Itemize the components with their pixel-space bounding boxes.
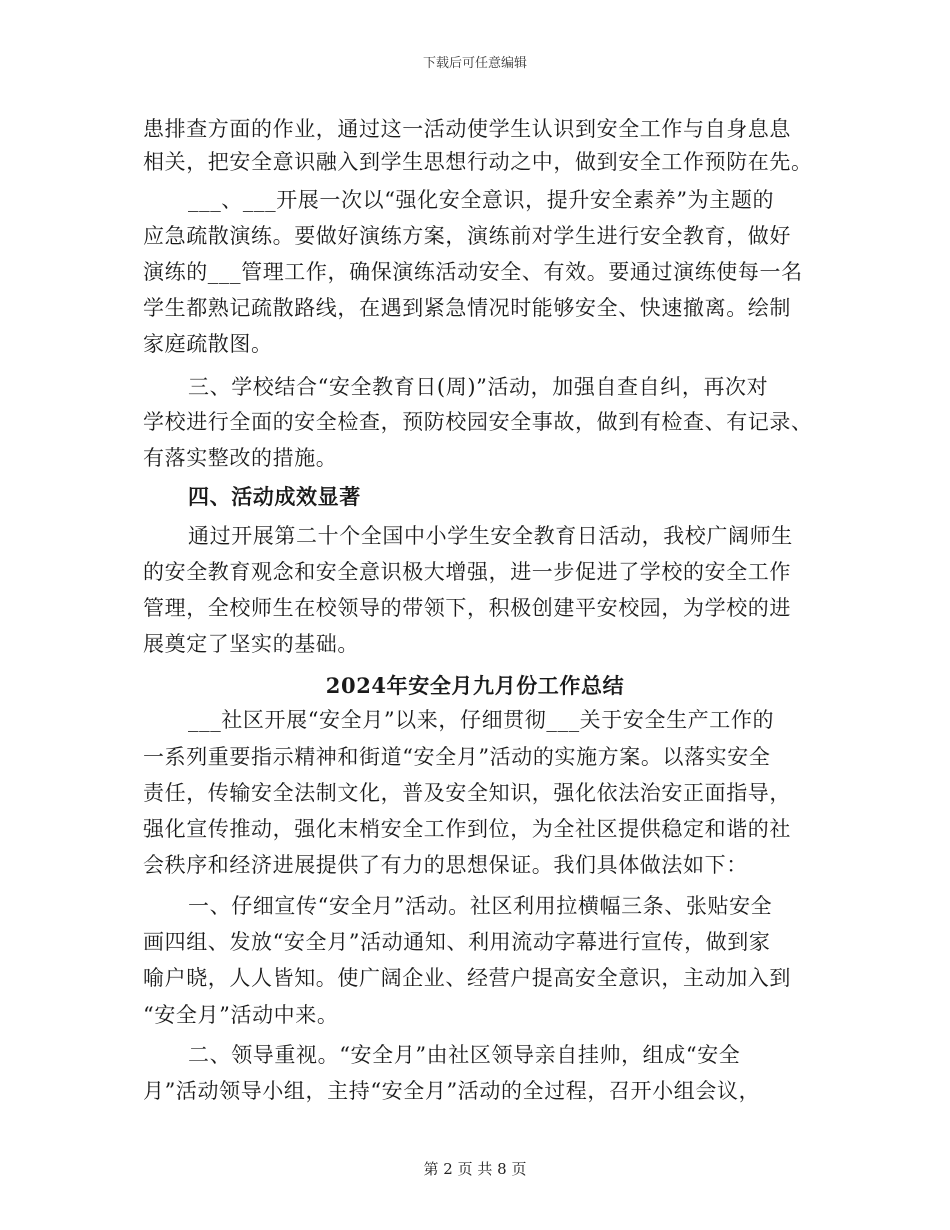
- body-line: 演练的___管理工作，确保演练活动安全、有效。要通过演练使每一名: [143, 260, 803, 284]
- body-line: 强化宣传推动，强化末梢安全工作到位，为全社区提供稳定和谐的社: [143, 817, 791, 841]
- body-line: 一系列重要指示精神和街道“安全月”活动的实施方案。以落实安全: [143, 745, 771, 769]
- body-line: 展奠定了坚实的基础。: [143, 632, 359, 656]
- body-line: 学生都熟记疏散路线，在遇到紧急情况时能够安全、快速撤离。绘制: [143, 296, 791, 320]
- paragraph-start: 三、学校结合“安全教育日(周)”活动，加强自查自纠，再次对: [188, 375, 769, 399]
- body-line: “安全月”活动中来。: [143, 1003, 339, 1027]
- paragraph-start: 一、仔细宣传“安全月”活动。社区利用拉横幅三条、张贴安全: [188, 894, 773, 918]
- paragraph-start: ___、___开展一次以“强化安全意识，提升安全素养”为主题的: [188, 188, 775, 212]
- body-line: 喻户晓，人人皆知。使广阔企业、经营户提高安全意识，主动加入到: [143, 966, 791, 990]
- body-line: 画四组、发放“安全月”活动通知、利用流动字幕进行宣传，做到家: [143, 930, 771, 954]
- paragraph-start: 通过开展第二十个全国中小学生安全教育日活动，我校广阔师生: [188, 524, 793, 548]
- body-line: 会秩序和经济进展提供了有力的思想保证。我们具体做法如下：: [143, 853, 748, 877]
- body-line: 的安全教育观念和安全意识极大增强，进一步促进了学校的安全工作: [143, 560, 791, 584]
- page-header: 下载后可任意编辑: [422, 56, 527, 71]
- body-line: 月”活动领导小组，主持“安全月”活动的全过程，召开小组会议，: [143, 1079, 761, 1103]
- body-line: 责任，传输安全法制文化，普及安全知识，强化依法治安正面指导，: [143, 781, 791, 805]
- body-line: 相关，把安全意识融入到学生思想行动之中，做到安全工作预防在先。: [143, 150, 813, 174]
- body-line: 患排查方面的作业，通过这一活动使学生认识到安全工作与自身息息: [143, 117, 791, 141]
- document-title: 2024年安全月九月份工作总结: [325, 673, 625, 698]
- section-heading: 四、活动成效显著: [188, 484, 361, 509]
- page-footer: 第 2 页 共 8 页: [423, 1160, 527, 1178]
- paragraph-start: ___社区开展“安全月”以来，仔细贯彻___关于安全生产工作的: [188, 708, 775, 732]
- body-line: 管理，全校师生在校领导的带领下，积极创建平安校园，为学校的进: [143, 596, 791, 620]
- body-line: 应急疏散演练。要做好演练方案，演练前对学生进行安全教育，做好: [143, 224, 791, 248]
- paragraph-start: 二、领导重视。“安全月”由社区领导亲自挂帅，组成“安全: [188, 1043, 741, 1067]
- body-line: 家庭疏散图。: [143, 332, 273, 356]
- body-line: 有落实整改的措施。: [143, 446, 338, 470]
- body-line: 学校进行全面的安全检查，预防校园安全事故，做到有检查、有记录、: [143, 410, 813, 434]
